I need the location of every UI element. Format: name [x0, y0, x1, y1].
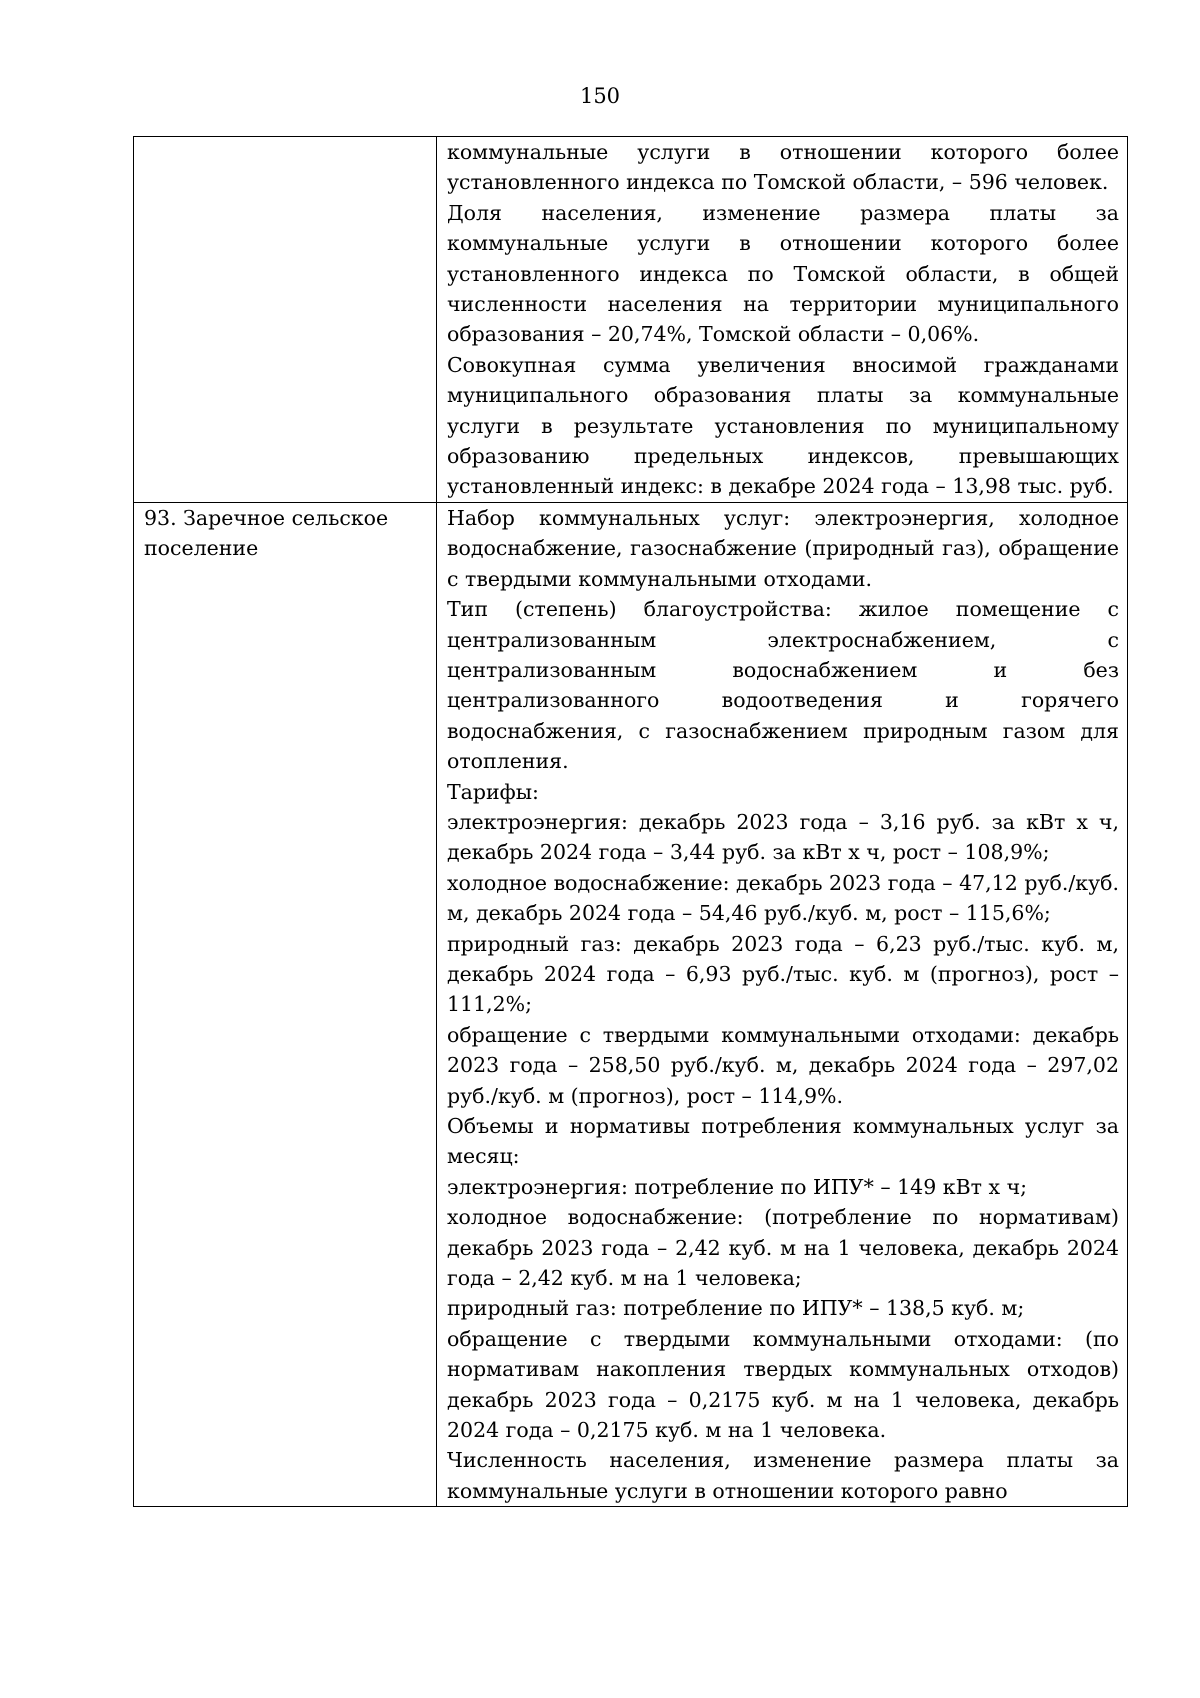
- paragraph: обращение с твердыми коммунальными отходами: декабрь 2023 года – 258,50 руб./куб. м, декабрь 2024 года – 297,02 руб./куб. м (прогноз), рост – 114,9%.: [447, 1022, 1119, 1108]
- description-cell: [437, 502, 1128, 1506]
- paragraph: коммунальные услуги в отношении которого более установленного индекса по Томской области, – 596 человек.: [447, 140, 1119, 195]
- paragraph: холодное водоснабжение: (потребление по нормативам) декабрь 2023 года – 2,42 куб. м на 1 человека, декабрь 2024 года – 2,42 куб. м на 1 человека;: [447, 1205, 1119, 1291]
- paragraph: Тип (степень) благоустройства: жилое помещение с централизованным электроснабжением, с централизованным водоснабжением и без централизованного водоотведения и горячего водоснабжения, с газоснабжением природным газом для отопления.: [447, 597, 1119, 774]
- municipality-cell: [134, 502, 437, 1506]
- paragraph: Доля населения, изменение размера платы за коммунальные услуги в отношении которого более установленного индекса по Томской области, в общей численности населения на территории муниципального образования – 20,74%, Томской области – 0,06%.: [447, 200, 1119, 347]
- paragraph: Тарифы:: [447, 779, 539, 804]
- paragraph: Объемы и нормативы потребления коммунальных услуг за месяц:: [447, 1114, 1119, 1169]
- paragraph: электроэнергия: декабрь 2023 года – 3,16 руб. за кВт х ч, декабрь 2024 года – 3,44 руб. за кВт х ч, рост – 108,9%;: [447, 809, 1119, 865]
- municipality-cell: [134, 137, 437, 503]
- paragraph: Набор коммунальных услуг: электроэнергия, холодное водоснабжение, газоснабжение (природный газ), обращение с твердыми коммунальными отходами.: [447, 505, 1119, 591]
- table-row: [134, 137, 1128, 503]
- paragraph: Совокупная сумма увеличения вносимой гражданами муниципального образования платы за коммунальные услуги в результате установления по муниципальному образованию предельных индексов, превышающих установленный индекс: в декабре 2024 года – 13,98 тыс. руб.: [447, 352, 1119, 499]
- description-cell: [437, 137, 1128, 503]
- table-row: [134, 502, 1128, 1506]
- paragraph: Численность населения, изменение размера платы за коммунальные услуги в отношении которого равно: [447, 1448, 1119, 1503]
- paragraph: холодное водоснабжение: декабрь 2023 года – 47,12 руб./куб. м, декабрь 2024 года – 54,46 руб./куб. м, рост – 115,6%;: [447, 870, 1119, 926]
- paragraph: электроэнергия: потребление по ИПУ* – 149 кВт х ч;: [447, 1174, 1028, 1199]
- paragraph: обращение с твердыми коммунальными отходами: (по нормативам накопления твердых коммунальных отходов) декабрь 2023 года – 0,2175 куб. м на 1 человека, декабрь 2024 года – 0,2175 куб. м на 1 человека.: [447, 1326, 1119, 1443]
- tariff-table: [133, 136, 1128, 1507]
- paragraph: природный газ: потребление по ИПУ* – 138,5 куб. м;: [447, 1296, 1025, 1321]
- municipality-name: 93. Заречное сельское поселение: [144, 505, 389, 561]
- paragraph: природный газ: декабрь 2023 года – 6,23 руб./тыс. куб. м, декабрь 2024 года – 6,93 руб./тыс. куб. м (прогноз), рост – 111,2%;: [447, 931, 1119, 1017]
- page-number: 150: [579, 84, 621, 108]
